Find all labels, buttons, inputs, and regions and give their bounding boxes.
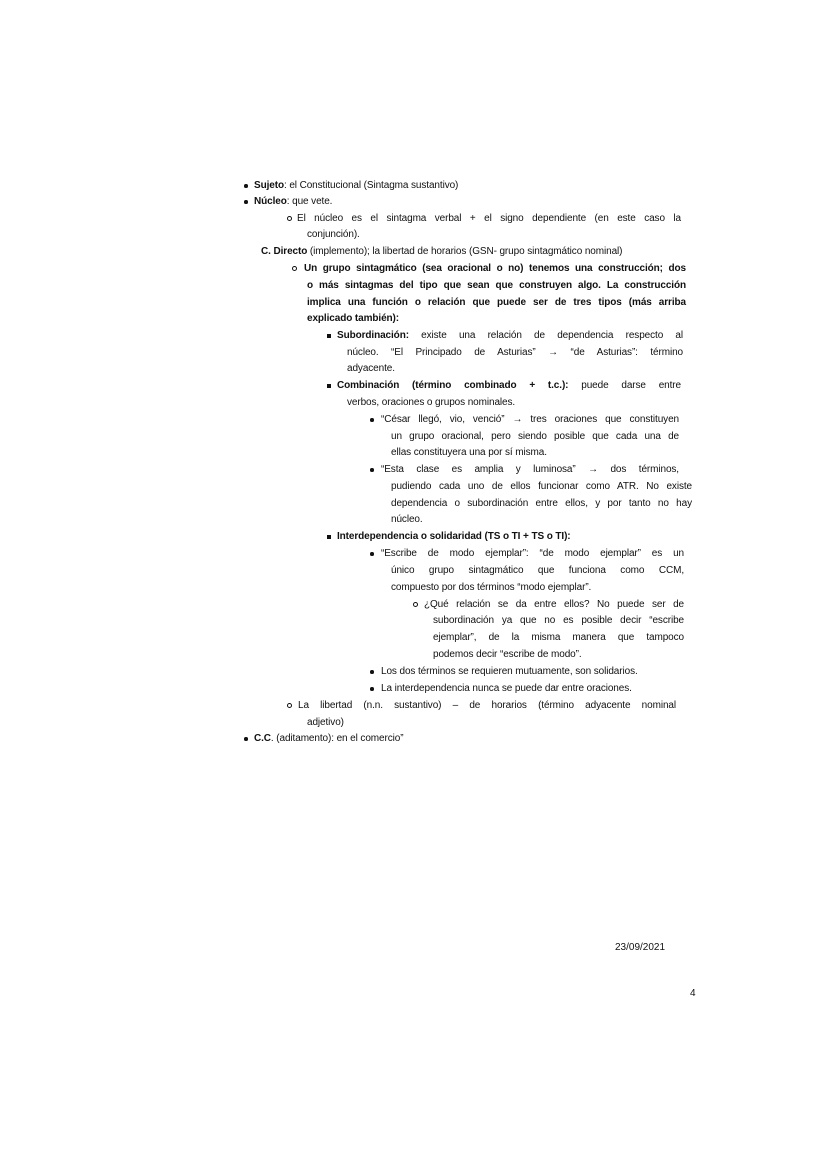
- text-line-body: dependencia o subordinación entre ellos, y por tanto no hay: [391, 498, 692, 509]
- bullet-icon: [244, 200, 248, 204]
- text-line: [337, 329, 683, 342]
- text-line-body: adjetivo): [307, 717, 344, 728]
- text-line: [297, 212, 681, 225]
- text-line: [307, 279, 686, 292]
- text-line-body: subordinación ya que no es posible decir “escribe: [433, 615, 684, 626]
- text-line: [304, 262, 686, 275]
- circle-bullet-icon: [287, 703, 292, 708]
- text-line-body: El núcleo es el sintagma verbal + el signo dependiente (en este caso la: [297, 213, 681, 224]
- text-line: [391, 513, 423, 526]
- text-line-body: existe una relación de dependencia respecto al: [408, 330, 683, 341]
- text-line-body: ellas constituyera una por sí misma.: [391, 447, 547, 458]
- bullet-icon: [370, 687, 374, 691]
- text-line: [347, 396, 515, 409]
- text-line-body: núcleo. “El Principado de Asturias” → “de Asturias”: término: [347, 347, 683, 358]
- text-line-body: . (aditamento): en el comercio”: [270, 733, 404, 744]
- text-line-bold: Sujeto: [254, 180, 284, 191]
- text-line: [381, 413, 679, 426]
- bullet-icon: [370, 418, 374, 422]
- bullet-icon: [370, 670, 374, 674]
- text-line-bold: Subordinación:: [337, 330, 409, 341]
- square-bullet-icon: [327, 334, 331, 338]
- text-line: [254, 732, 403, 745]
- text-line-body: : el Constitucional (Sintagma sustantivo): [283, 180, 459, 191]
- text-line-body: : que vete.: [286, 196, 333, 207]
- text-line: [424, 598, 684, 611]
- text-line-body: ejemplar”, de la misma manera que tampoco: [433, 632, 684, 643]
- text-line: [261, 245, 622, 258]
- text-line-body: La libertad (n.n. sustantivo) – de horarios (término adyacente nominal: [298, 700, 676, 711]
- text-line-body: compuesto por dos términos “modo ejemplar”.: [391, 582, 592, 593]
- square-bullet-icon: [327, 535, 331, 539]
- text-line: [254, 179, 458, 192]
- text-line: [337, 530, 571, 543]
- text-line: [391, 497, 692, 510]
- text-line-body: ¿Qué relación se da entre ellos? No puede ser de: [424, 599, 684, 610]
- text-line-bold: Núcleo: [254, 196, 287, 207]
- text-line: [391, 430, 679, 443]
- circle-bullet-icon: [287, 216, 292, 221]
- text-line: [298, 699, 676, 712]
- text-line: [307, 228, 360, 241]
- square-bullet-icon: [327, 384, 331, 388]
- text-line-body: núcleo.: [391, 514, 423, 525]
- text-line-body: (implemento); la libertad de horarios (GSN- grupo sintagmático nominal): [307, 246, 623, 257]
- text-line: [391, 446, 547, 459]
- footer-date: 23/09/2021: [615, 942, 666, 953]
- text-line-bold: Un grupo sintagmático (sea oracional o no) tenemos una construcción; dos: [304, 263, 686, 274]
- text-line-body: único grupo sintagmático que funciona como CCM,: [391, 565, 684, 576]
- text-line: [254, 195, 332, 208]
- text-line-body: Los dos términos se requieren mutuamente, son solidarios.: [381, 666, 638, 677]
- text-line-body: pudiendo cada uno de ellos funcionar como ATR. No existe: [391, 481, 692, 492]
- text-line: [381, 682, 632, 695]
- text-line: [433, 648, 582, 661]
- text-line-body: “Escribe de modo ejemplar”: “de modo ejemplar” es un: [381, 548, 684, 559]
- text-line-bold: o más sintagmas del tipo que sean que construyen algo. La construcción: [307, 280, 686, 291]
- text-line-body: conjunción).: [307, 229, 360, 240]
- bullet-icon: [244, 184, 248, 188]
- text-line: [307, 716, 344, 729]
- text-line-body: adyacente.: [347, 363, 395, 374]
- circle-bullet-icon: [413, 602, 418, 607]
- text-line: [433, 631, 684, 644]
- text-line-bold: explicado también):: [307, 313, 400, 324]
- text-line: [391, 480, 692, 493]
- text-line: [337, 379, 681, 392]
- text-line-body: puede darse entre: [568, 380, 681, 391]
- text-line-body: verbos, oraciones o grupos nominales.: [347, 397, 516, 408]
- text-line: [381, 665, 638, 678]
- text-line-bold: Interdependencia o solidaridad (TS o TI + TS o TI):: [337, 531, 571, 542]
- text-line: [347, 346, 683, 359]
- text-line-body: podemos decir “escribe de modo”.: [433, 649, 582, 660]
- text-line-body: “Esta clase es amplia y luminosa” → dos términos,: [381, 464, 679, 475]
- text-line: [381, 547, 684, 560]
- text-line-bold: C.C: [254, 733, 271, 744]
- text-line: [433, 614, 684, 627]
- bullet-icon: [370, 468, 374, 472]
- page-number: 4: [690, 988, 696, 999]
- text-line-body: La interdependencia nunca se puede dar entre oraciones.: [381, 683, 632, 694]
- text-line: [381, 463, 679, 476]
- circle-bullet-icon: [292, 266, 297, 271]
- bullet-icon: [370, 552, 374, 556]
- text-line-bold: Combinación (término combinado + t.c.):: [337, 380, 569, 391]
- text-line-body: un grupo oracional, pero siendo posible que cada una de: [391, 431, 679, 442]
- text-line: [347, 362, 395, 375]
- text-line: [307, 296, 686, 309]
- text-line-bold: implica una función o relación que puede ser de tres tipos (más arriba: [307, 297, 686, 308]
- text-line: [307, 312, 399, 325]
- text-line-body: “César llegó, vio, venció” → tres oraciones que constituyen: [381, 414, 679, 425]
- text-line: [391, 564, 684, 577]
- bullet-icon: [244, 737, 248, 741]
- text-line-bold: C. Directo: [261, 246, 308, 257]
- text-line: [391, 581, 591, 594]
